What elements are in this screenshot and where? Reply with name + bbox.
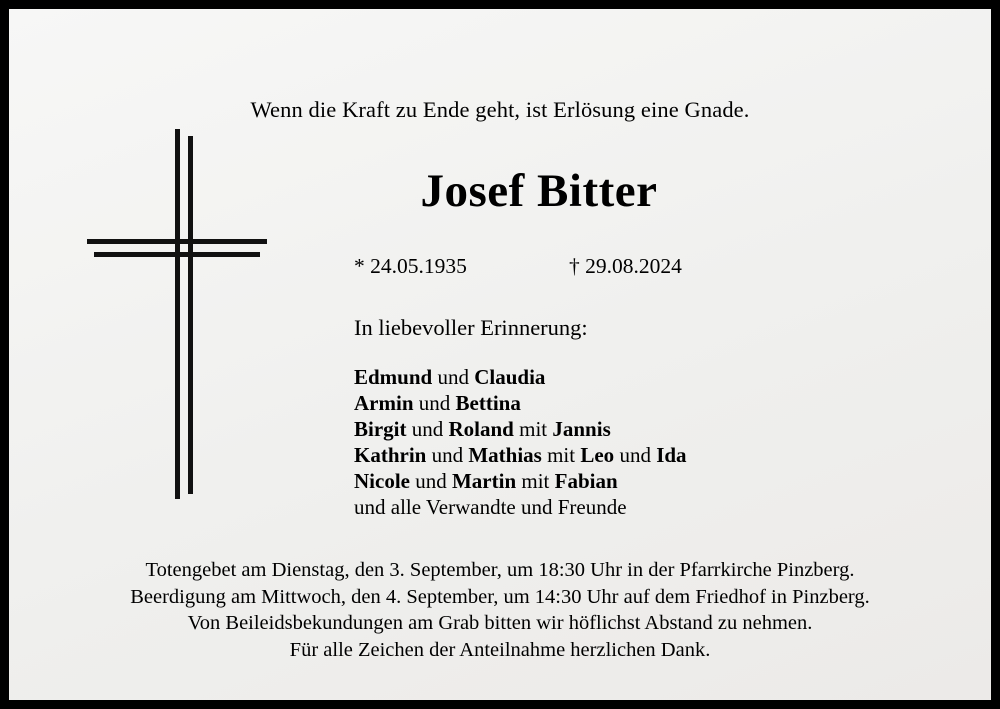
family-member-name: Birgit xyxy=(354,417,407,441)
family-member-name: Bettina xyxy=(455,391,521,415)
christian-cross-icon xyxy=(87,129,267,499)
family-conjunction: mit xyxy=(541,443,581,467)
birth-date: * 24.05.1935 xyxy=(354,254,467,278)
family-member-name: Nicole xyxy=(354,469,410,493)
death-date: † 29.08.2024 xyxy=(569,254,682,278)
family-conjunction: mit xyxy=(516,469,555,493)
family-conjunction: mit xyxy=(513,417,553,441)
service-line: Totengebet am Dienstag, den 3. September, um 18:30 Uhr in der Pfarrkirche Pinzberg. xyxy=(145,559,855,581)
family-member-name: Claudia xyxy=(474,365,546,389)
deceased-name: Josef Bitter xyxy=(420,165,658,217)
family-conjunction: und xyxy=(409,469,452,493)
life-dates xyxy=(354,254,784,279)
family-member-name: Roland xyxy=(448,417,514,441)
family-row xyxy=(354,416,824,442)
service-line: Für alle Zeichen der Anteilnahme herzlichen Dank. xyxy=(289,638,711,661)
motto-text: Wenn die Kraft zu Ende geht, ist Erlösung eine Gnade. xyxy=(250,97,750,122)
family-row xyxy=(354,442,824,468)
obituary-inner xyxy=(9,9,991,700)
family-member-name: Mathias xyxy=(468,443,542,467)
family-conjunction: und xyxy=(406,417,449,441)
family-conjunction: und xyxy=(432,365,475,389)
family-member-name: Kathrin xyxy=(354,443,427,467)
family-member-name: Ida xyxy=(656,443,687,467)
family-member-name: Leo xyxy=(580,443,615,467)
service-line: Von Beileidsbekundungen am Grab bitten wir höflichst Abstand zu nehmen. xyxy=(187,612,813,634)
service-details xyxy=(9,557,991,663)
family-member-name: Fabian xyxy=(554,469,618,493)
family-member-name: Edmund xyxy=(354,365,433,389)
family-member-name: Martin xyxy=(451,469,517,493)
family-row xyxy=(354,468,824,494)
cross-horizontal-inner-stroke xyxy=(94,252,260,257)
family-member-name: Armin xyxy=(354,391,414,415)
service-line: Beerdigung am Mittwoch, den 4. September, um 14:30 Uhr auf dem Friedhof in Pinzberg. xyxy=(130,585,870,608)
family-member-name: Jannis xyxy=(552,417,611,441)
family-row xyxy=(354,364,824,390)
cross-vertical-outer-stroke xyxy=(175,129,180,499)
family-row xyxy=(354,390,824,416)
cross-vertical-inner-stroke xyxy=(188,136,193,494)
family-list xyxy=(354,364,824,520)
family-conjunction: und xyxy=(614,443,657,467)
family-conjunction: und xyxy=(413,391,456,415)
family-conjunction: und xyxy=(426,443,469,467)
family-closing: und alle Verwandte und Freunde xyxy=(354,495,627,519)
memory-line: In liebevoller Erinnerung: xyxy=(354,315,588,340)
cross-horizontal-outer-stroke xyxy=(87,239,267,244)
